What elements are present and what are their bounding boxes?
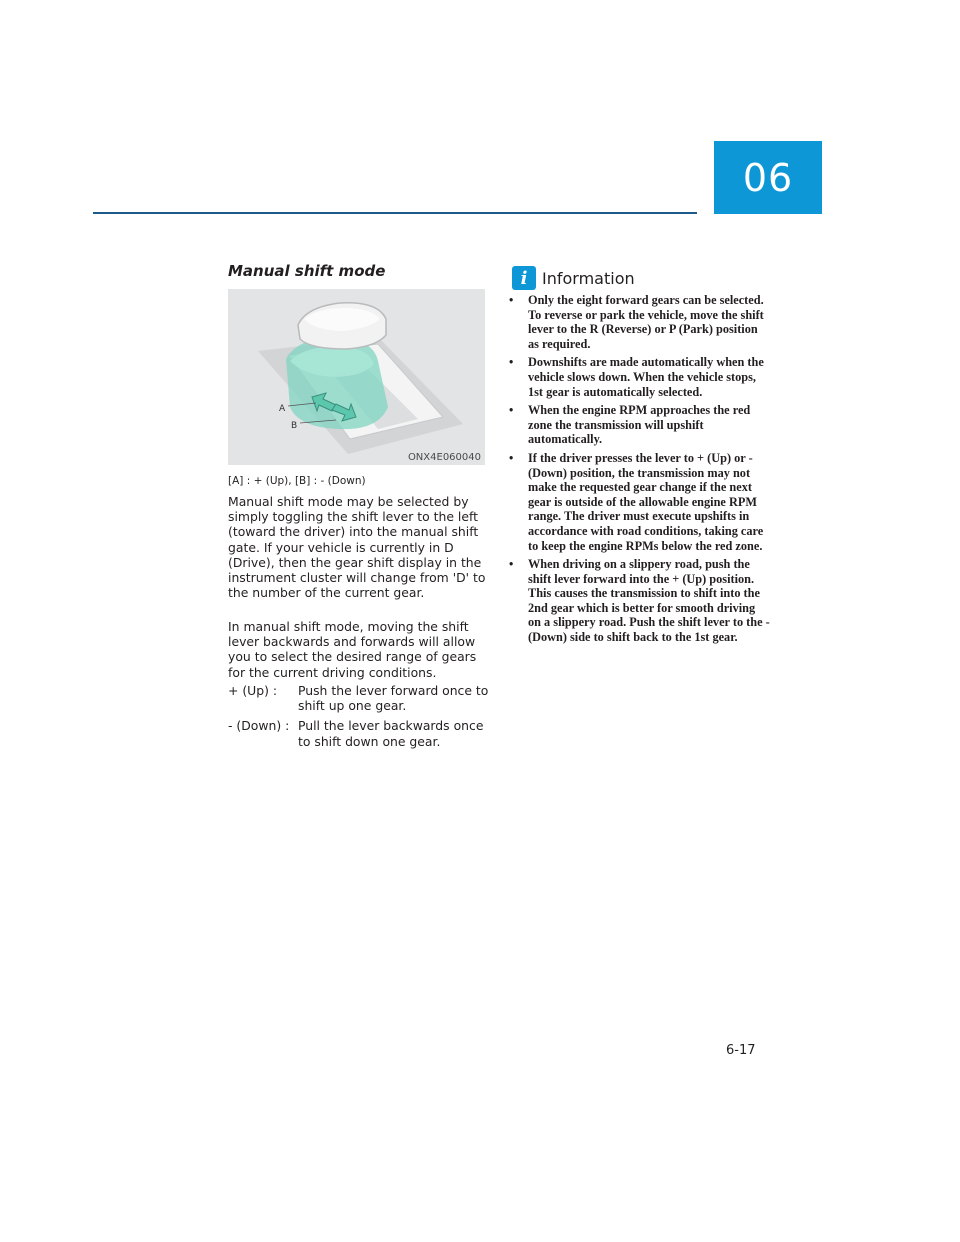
definition-list [228,683,490,754]
list-item [509,557,771,645]
definition-desc: Pull the lever backwards once to shift down one gear. [298,718,484,749]
figure-label-a: A [279,404,286,414]
figure-code: ONX4E060040 [407,452,481,463]
definition-row [228,718,490,748]
definition-term: - (Down) : [228,718,290,734]
bullet: • [509,450,514,465]
list-item-text: Only the eight forward gears can be selected. To reverse or park the vehicle, move the shift lever to the R (Reverse) or P (Park) position as required. [528,293,764,351]
bullet: • [509,403,514,418]
page-number: 6-17 [726,1043,756,1058]
body-paragraph: In manual shift mode, moving the shift lever backwards and forwards will allow you to select the desired range of gears for the current driving conditions. [228,619,477,680]
list-item [509,403,771,447]
definition-term: + (Up) : [228,683,278,698]
figure-label-b: B [291,421,298,431]
information-title: Information [542,268,635,288]
list-item [509,293,771,351]
definition-row [228,683,490,713]
information-header [512,266,635,290]
header-rule [93,212,697,214]
shift-lever-illustration [228,289,485,465]
list-item-text: When the engine RPM approaches the red zone the transmission will upshift automatically. [528,403,751,447]
figure-caption: [A] : + (Up), [B] : - (Down) [228,475,366,487]
info-icon: i [512,266,536,290]
list-item-text: If the driver presses the lever to + (Up) or - (Down) position, the transmission may not make the requested gear change if the next gear is outside of the allowable engine RPM range. The driver must execute upshifts in accordance with road conditions, taking care to keep the engine RPMs below the red zone. [528,450,764,553]
bullet: • [509,293,514,307]
list-item-text: When driving on a slippery road, push the shift lever forward into the + (Up) position. This causes the transmission to shift into the 2nd gear which is better for smooth driving on a slippery road. Push the shift lever to the - (Down) side to shift back to the 1st gear. [528,557,770,645]
section-title: Manual shift mode [228,262,386,280]
information-list [509,293,771,649]
list-item [509,451,771,553]
definition-desc: Push the lever forward once to shift up one gear. [298,683,489,714]
bullet: • [509,557,514,572]
list-item-text: Downshifts are made automatically when the vehicle slows down. When the vehicle stops, 1st gear is automatically selected. [528,355,764,399]
chapter-tab: 06 [714,141,822,214]
list-item [509,355,771,399]
body-paragraph: Manual shift mode may be selected by simply toggling the shift lever to the left (toward the driver) into the manual shift gate. If your vehicle is currently in D (Drive), then the gear shift display in the instrument cluster will change from 'D' to the number of the current gear. [228,494,486,601]
shift-lever-figure [228,289,485,465]
bullet: • [509,355,514,370]
